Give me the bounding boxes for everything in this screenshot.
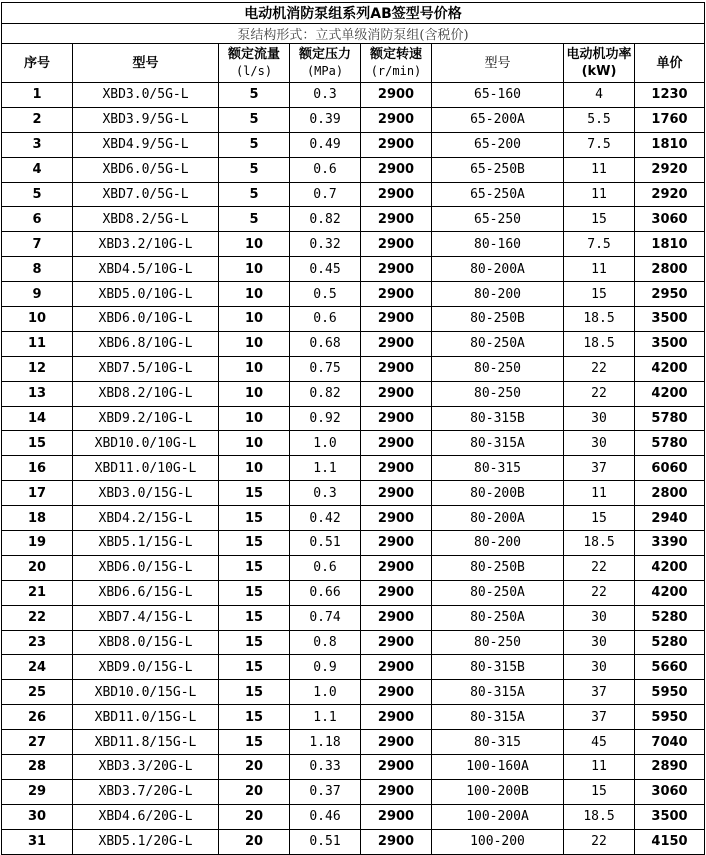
table-row	[2, 555, 705, 580]
flow-cell: 15	[219, 506, 290, 531]
speed-cell: 2900	[361, 207, 432, 232]
model-cell: XBD6.0/10G-L	[73, 307, 219, 332]
speed-cell: 2900	[361, 829, 432, 854]
table-row	[2, 182, 705, 207]
model-cell: XBD11.0/10G-L	[73, 456, 219, 481]
table-title: 电动机消防泵组系列AB签型号价格	[2, 3, 705, 24]
model-cell: XBD11.8/15G-L	[73, 730, 219, 755]
price-cell: 3500	[635, 804, 705, 829]
index-cell: 19	[2, 531, 73, 556]
pressure-cell: 1.1	[290, 705, 361, 730]
table-row	[2, 705, 705, 730]
motor-power-cell: 22	[564, 356, 635, 381]
table-row	[2, 232, 705, 257]
pump-model-cell: 80-200	[432, 282, 564, 307]
price-cell: 3500	[635, 331, 705, 356]
pressure-cell: 0.8	[290, 630, 361, 655]
flow-cell: 10	[219, 257, 290, 282]
header-speed-unit: (r/min)	[370, 64, 422, 78]
flow-cell: 15	[219, 580, 290, 605]
table-row	[2, 779, 705, 804]
speed-cell: 2900	[361, 232, 432, 257]
pump-model-cell: 100-200B	[432, 779, 564, 804]
speed-cell: 2900	[361, 605, 432, 630]
header-pressure-label: 额定压力	[298, 47, 351, 62]
header-flow-label: 额定流量	[227, 47, 280, 62]
motor-power-cell: 15	[564, 282, 635, 307]
speed-cell: 2900	[361, 381, 432, 406]
pressure-cell: 0.49	[290, 132, 361, 157]
flow-cell: 5	[219, 182, 290, 207]
speed-cell: 2900	[361, 506, 432, 531]
speed-cell: 2900	[361, 755, 432, 780]
motor-power-cell: 30	[564, 630, 635, 655]
index-cell: 29	[2, 779, 73, 804]
pressure-cell: 1.18	[290, 730, 361, 755]
price-cell: 2940	[635, 506, 705, 531]
motor-power-cell: 22	[564, 829, 635, 854]
model-cell: XBD11.0/15G-L	[73, 705, 219, 730]
motor-power-cell: 4	[564, 83, 635, 108]
header-index: 序号	[2, 44, 73, 83]
index-cell: 10	[2, 307, 73, 332]
speed-cell: 2900	[361, 83, 432, 108]
index-cell: 6	[2, 207, 73, 232]
price-cell: 5780	[635, 431, 705, 456]
index-cell: 23	[2, 630, 73, 655]
index-cell: 21	[2, 580, 73, 605]
table-row	[2, 207, 705, 232]
flow-cell: 5	[219, 83, 290, 108]
motor-power-cell: 11	[564, 481, 635, 506]
pump-model-cell: 80-250B	[432, 307, 564, 332]
motor-power-cell: 15	[564, 506, 635, 531]
pressure-cell: 0.6	[290, 307, 361, 332]
table-row	[2, 331, 705, 356]
index-cell: 27	[2, 730, 73, 755]
index-cell: 14	[2, 406, 73, 431]
pressure-cell: 0.32	[290, 232, 361, 257]
motor-power-cell: 37	[564, 705, 635, 730]
motor-power-cell: 5.5	[564, 107, 635, 132]
pressure-cell: 1.0	[290, 431, 361, 456]
price-cell: 3060	[635, 779, 705, 804]
price-cell: 4150	[635, 829, 705, 854]
motor-power-cell: 18.5	[564, 804, 635, 829]
pressure-cell: 0.74	[290, 605, 361, 630]
pump-model-cell: 65-200A	[432, 107, 564, 132]
index-cell: 26	[2, 705, 73, 730]
flow-cell: 15	[219, 630, 290, 655]
speed-cell: 2900	[361, 680, 432, 705]
table-row	[2, 356, 705, 381]
pump-model-cell: 80-315	[432, 456, 564, 481]
index-cell: 30	[2, 804, 73, 829]
price-cell: 1760	[635, 107, 705, 132]
price-cell: 5280	[635, 630, 705, 655]
price-sheet	[1, 2, 704, 855]
model-cell: XBD3.9/5G-L	[73, 107, 219, 132]
flow-cell: 10	[219, 406, 290, 431]
model-cell: XBD4.6/20G-L	[73, 804, 219, 829]
table-row	[2, 481, 705, 506]
model-cell: XBD9.2/10G-L	[73, 406, 219, 431]
motor-power-cell: 7.5	[564, 232, 635, 257]
pressure-cell: 0.66	[290, 580, 361, 605]
model-cell: XBD5.1/15G-L	[73, 531, 219, 556]
price-cell: 2950	[635, 282, 705, 307]
speed-cell: 2900	[361, 531, 432, 556]
model-cell: XBD6.8/10G-L	[73, 331, 219, 356]
pump-model-cell: 65-250B	[432, 157, 564, 182]
price-cell: 3500	[635, 307, 705, 332]
index-cell: 11	[2, 331, 73, 356]
speed-cell: 2900	[361, 481, 432, 506]
motor-power-cell: 22	[564, 580, 635, 605]
price-cell: 3060	[635, 207, 705, 232]
model-cell: XBD7.5/10G-L	[73, 356, 219, 381]
flow-cell: 15	[219, 705, 290, 730]
model-cell: XBD3.3/20G-L	[73, 755, 219, 780]
flow-cell: 20	[219, 804, 290, 829]
flow-cell: 20	[219, 829, 290, 854]
pump-model-cell: 80-315A	[432, 431, 564, 456]
pressure-cell: 0.51	[290, 829, 361, 854]
price-cell: 2800	[635, 257, 705, 282]
speed-cell: 2900	[361, 307, 432, 332]
header-model: 型号	[73, 44, 219, 83]
pressure-cell: 0.5	[290, 282, 361, 307]
flow-cell: 10	[219, 307, 290, 332]
model-cell: XBD6.6/15G-L	[73, 580, 219, 605]
index-cell: 15	[2, 431, 73, 456]
model-cell: XBD7.4/15G-L	[73, 605, 219, 630]
header-flow-unit: (l/s)	[235, 64, 273, 78]
motor-power-cell: 15	[564, 207, 635, 232]
table-row	[2, 755, 705, 780]
table-row	[2, 157, 705, 182]
pressure-cell: 0.33	[290, 755, 361, 780]
speed-cell: 2900	[361, 779, 432, 804]
model-cell: XBD4.2/15G-L	[73, 506, 219, 531]
price-cell: 5950	[635, 705, 705, 730]
pump-model-cell: 80-200B	[432, 481, 564, 506]
model-cell: XBD3.0/5G-L	[73, 83, 219, 108]
flow-cell: 5	[219, 157, 290, 182]
pump-model-cell: 80-250A	[432, 331, 564, 356]
model-cell: XBD4.9/5G-L	[73, 132, 219, 157]
motor-power-cell: 18.5	[564, 307, 635, 332]
price-cell: 5780	[635, 406, 705, 431]
motor-power-cell: 45	[564, 730, 635, 755]
pressure-cell: 0.7	[290, 182, 361, 207]
index-cell: 3	[2, 132, 73, 157]
flow-cell: 20	[219, 755, 290, 780]
model-cell: XBD7.0/5G-L	[73, 182, 219, 207]
table-row	[2, 680, 705, 705]
pressure-cell: 0.6	[290, 555, 361, 580]
table-row	[2, 257, 705, 282]
pressure-cell: 0.42	[290, 506, 361, 531]
model-cell: XBD5.1/20G-L	[73, 829, 219, 854]
model-cell: XBD3.2/10G-L	[73, 232, 219, 257]
pump-model-cell: 80-250A	[432, 580, 564, 605]
pump-model-cell: 80-315A	[432, 680, 564, 705]
motor-power-cell: 11	[564, 157, 635, 182]
price-cell: 4200	[635, 555, 705, 580]
table-subtitle: 泵结构形式：立式单级消防泵组(含税价)	[2, 24, 705, 44]
pressure-cell: 0.9	[290, 655, 361, 680]
pressure-cell: 0.45	[290, 257, 361, 282]
pump-model-cell: 100-200A	[432, 804, 564, 829]
flow-cell: 5	[219, 207, 290, 232]
table-row	[2, 307, 705, 332]
pressure-cell: 0.75	[290, 356, 361, 381]
speed-cell: 2900	[361, 630, 432, 655]
model-cell: XBD3.7/20G-L	[73, 779, 219, 804]
table-row	[2, 829, 705, 854]
price-cell: 2890	[635, 755, 705, 780]
pressure-cell: 0.3	[290, 83, 361, 108]
motor-power-cell: 30	[564, 605, 635, 630]
model-cell: XBD6.0/5G-L	[73, 157, 219, 182]
speed-cell: 2900	[361, 456, 432, 481]
model-cell: XBD8.2/10G-L	[73, 381, 219, 406]
pressure-cell: 0.51	[290, 531, 361, 556]
motor-power-cell: 37	[564, 680, 635, 705]
motor-power-cell: 18.5	[564, 531, 635, 556]
flow-cell: 10	[219, 232, 290, 257]
price-cell: 2800	[635, 481, 705, 506]
pump-model-cell: 80-315	[432, 730, 564, 755]
table-row	[2, 381, 705, 406]
index-cell: 13	[2, 381, 73, 406]
pressure-cell: 0.82	[290, 207, 361, 232]
speed-cell: 2900	[361, 157, 432, 182]
table-row	[2, 605, 705, 630]
index-cell: 7	[2, 232, 73, 257]
price-cell: 2920	[635, 157, 705, 182]
flow-cell: 15	[219, 481, 290, 506]
pressure-cell: 0.92	[290, 406, 361, 431]
price-cell: 5660	[635, 655, 705, 680]
speed-cell: 2900	[361, 580, 432, 605]
pressure-cell: 0.82	[290, 381, 361, 406]
model-cell: XBD6.0/15G-L	[73, 555, 219, 580]
model-cell: XBD3.0/15G-L	[73, 481, 219, 506]
motor-power-cell: 11	[564, 755, 635, 780]
speed-cell: 2900	[361, 107, 432, 132]
flow-cell: 15	[219, 730, 290, 755]
model-cell: XBD8.2/5G-L	[73, 207, 219, 232]
table-row	[2, 431, 705, 456]
index-cell: 22	[2, 605, 73, 630]
table-row	[2, 406, 705, 431]
table-row	[2, 83, 705, 108]
pressure-cell: 1.1	[290, 456, 361, 481]
pump-model-cell: 80-200	[432, 531, 564, 556]
table-body	[2, 83, 705, 855]
table-row	[2, 531, 705, 556]
model-cell: XBD5.0/10G-L	[73, 282, 219, 307]
speed-cell: 2900	[361, 705, 432, 730]
motor-power-cell: 11	[564, 182, 635, 207]
table-row	[2, 132, 705, 157]
index-cell: 5	[2, 182, 73, 207]
pump-model-cell: 65-250	[432, 207, 564, 232]
speed-cell: 2900	[361, 804, 432, 829]
speed-cell: 2900	[361, 655, 432, 680]
speed-cell: 2900	[361, 555, 432, 580]
pump-model-cell: 80-250B	[432, 555, 564, 580]
price-cell: 4200	[635, 580, 705, 605]
motor-power-cell: 11	[564, 257, 635, 282]
table-row	[2, 655, 705, 680]
pressure-cell: 0.68	[290, 331, 361, 356]
index-cell: 28	[2, 755, 73, 780]
price-cell: 7040	[635, 730, 705, 755]
index-cell: 4	[2, 157, 73, 182]
pump-model-cell: 80-160	[432, 232, 564, 257]
price-cell: 1810	[635, 232, 705, 257]
motor-power-cell: 30	[564, 406, 635, 431]
speed-cell: 2900	[361, 257, 432, 282]
pump-model-cell: 80-200A	[432, 506, 564, 531]
pump-model-cell: 80-250A	[432, 605, 564, 630]
speed-cell: 2900	[361, 132, 432, 157]
flow-cell: 15	[219, 605, 290, 630]
model-cell: XBD10.0/10G-L	[73, 431, 219, 456]
index-cell: 17	[2, 481, 73, 506]
pump-model-cell: 80-315B	[432, 406, 564, 431]
price-cell: 6060	[635, 456, 705, 481]
pump-model-cell: 100-200	[432, 829, 564, 854]
speed-cell: 2900	[361, 730, 432, 755]
price-cell: 4200	[635, 356, 705, 381]
flow-cell: 10	[219, 282, 290, 307]
flow-cell: 15	[219, 555, 290, 580]
motor-power-cell: 7.5	[564, 132, 635, 157]
table-row	[2, 456, 705, 481]
pressure-cell: 0.39	[290, 107, 361, 132]
pressure-cell: 1.0	[290, 680, 361, 705]
header-pressure-unit: (MPa)	[306, 64, 344, 78]
speed-cell: 2900	[361, 431, 432, 456]
pump-model-cell: 65-160	[432, 83, 564, 108]
model-cell: XBD4.5/10G-L	[73, 257, 219, 282]
header-price: 单价	[635, 44, 705, 83]
flow-cell: 10	[219, 356, 290, 381]
speed-cell: 2900	[361, 331, 432, 356]
pump-model-cell: 80-250	[432, 356, 564, 381]
header-flow	[219, 44, 290, 83]
price-cell: 5950	[635, 680, 705, 705]
price-table	[1, 2, 705, 855]
index-cell: 20	[2, 555, 73, 580]
index-cell: 16	[2, 456, 73, 481]
pressure-cell: 0.46	[290, 804, 361, 829]
pump-model-cell: 80-250	[432, 630, 564, 655]
table-row	[2, 506, 705, 531]
motor-power-cell: 30	[564, 655, 635, 680]
header-speed	[361, 44, 432, 83]
flow-cell: 10	[219, 456, 290, 481]
table-row	[2, 107, 705, 132]
motor-power-cell: 22	[564, 555, 635, 580]
pump-model-cell: 100-160A	[432, 755, 564, 780]
index-cell: 2	[2, 107, 73, 132]
pump-model-cell: 80-315B	[432, 655, 564, 680]
index-cell: 25	[2, 680, 73, 705]
price-cell: 4200	[635, 381, 705, 406]
table-row	[2, 630, 705, 655]
motor-power-cell: 15	[564, 779, 635, 804]
pump-model-cell: 65-250A	[432, 182, 564, 207]
header-speed-label: 额定转速	[369, 47, 422, 62]
pump-model-cell: 80-250	[432, 381, 564, 406]
motor-power-cell: 18.5	[564, 331, 635, 356]
price-cell: 5280	[635, 605, 705, 630]
pressure-cell: 0.3	[290, 481, 361, 506]
index-cell: 12	[2, 356, 73, 381]
flow-cell: 5	[219, 107, 290, 132]
table-row	[2, 804, 705, 829]
header-pressure	[290, 44, 361, 83]
pump-model-cell: 80-315A	[432, 705, 564, 730]
pump-model-cell: 65-200	[432, 132, 564, 157]
flow-cell: 10	[219, 331, 290, 356]
pressure-cell: 0.6	[290, 157, 361, 182]
flow-cell: 5	[219, 132, 290, 157]
index-cell: 31	[2, 829, 73, 854]
table-row	[2, 580, 705, 605]
motor-power-cell: 30	[564, 431, 635, 456]
header-motor-power: 电动机功率(kW)	[564, 44, 635, 83]
flow-cell: 15	[219, 531, 290, 556]
flow-cell: 15	[219, 680, 290, 705]
flow-cell: 15	[219, 655, 290, 680]
table-row	[2, 730, 705, 755]
table-row	[2, 282, 705, 307]
flow-cell: 10	[219, 431, 290, 456]
index-cell: 8	[2, 257, 73, 282]
index-cell: 24	[2, 655, 73, 680]
speed-cell: 2900	[361, 182, 432, 207]
model-cell: XBD9.0/15G-L	[73, 655, 219, 680]
speed-cell: 2900	[361, 282, 432, 307]
motor-power-cell: 22	[564, 381, 635, 406]
price-cell: 2920	[635, 182, 705, 207]
index-cell: 18	[2, 506, 73, 531]
price-cell: 3390	[635, 531, 705, 556]
price-cell: 1230	[635, 83, 705, 108]
model-cell: XBD8.0/15G-L	[73, 630, 219, 655]
flow-cell: 10	[219, 381, 290, 406]
flow-cell: 20	[219, 779, 290, 804]
index-cell: 1	[2, 83, 73, 108]
price-cell: 1810	[635, 132, 705, 157]
pressure-cell: 0.37	[290, 779, 361, 804]
speed-cell: 2900	[361, 406, 432, 431]
index-cell: 9	[2, 282, 73, 307]
header-pump-model: 型号	[432, 44, 564, 83]
pump-model-cell: 80-200A	[432, 257, 564, 282]
model-cell: XBD10.0/15G-L	[73, 680, 219, 705]
motor-power-cell: 37	[564, 456, 635, 481]
speed-cell: 2900	[361, 356, 432, 381]
